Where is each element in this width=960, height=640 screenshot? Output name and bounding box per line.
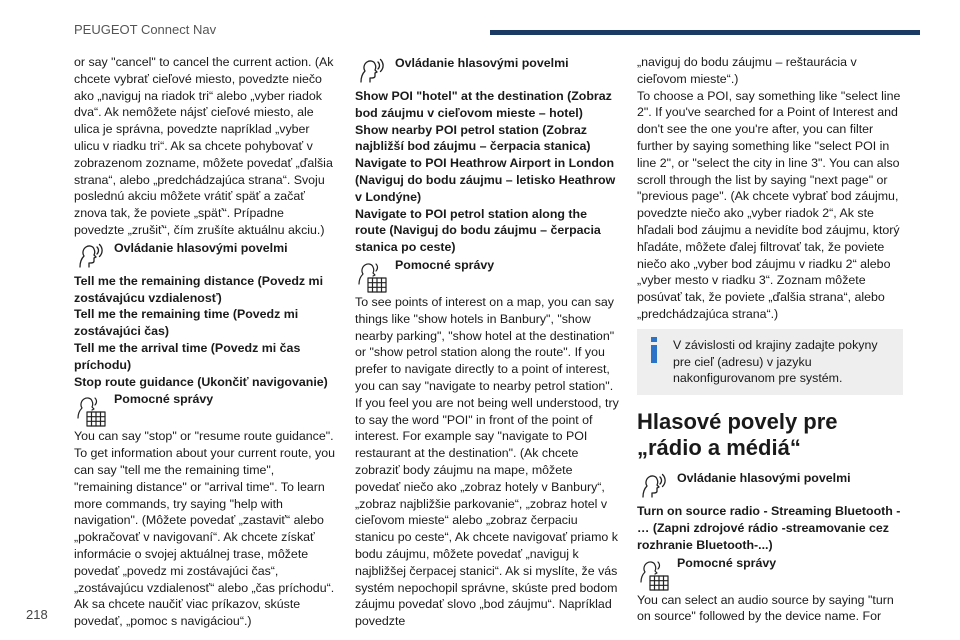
col2-help-text: To see points of interest on a map, you can say things like "show hotels in Banbury", "show nearby parking", "show hotel at the destination" or "show petrol station along the route". If you prefer to navigate directly to a point of interest, you can say "navigate to nearby petrol station". If you feel you are not being well understood, try to say the word "POI" in front of the point of interest. For example say "navigate to POI restaurant at the destination". (Ak chcete zobraziť body záujmu na mape, môžete povedať niečo ako „zobraz hotely v Banbury“, „zobraz najbližšie parkovanie“, „zobraz hotel v cieľovom mieste“ alebo „zobraz čerpaciu stanicu po ceste“, Ak chcete navigovať priamo k bodu záujmu, môžete povedať „naviguj k najbližšej čerpacej stanici“. Ak si myslíte, že vás systém nepochopil správne, skúste pred bodom záujmu povedať slovo „bod záujmu“. Napríklad povedzte	[355, 294, 619, 629]
col2-voice-section	[355, 54, 620, 88]
speaking-head-icon	[355, 56, 395, 90]
col1-intro-text: or say "cancel" to cancel the current action. (Ak chcete vybrať cieľové miesto, povedzte niečo ako „naviguj na riadok tri“ alebo „vyber riadok dva“. Ak nemôžete nájsť cieľové miesto, ale ulica je správna, povedzte napríklad „vyber ulicu v riadku tri“. Ak sa chcete pohybovať v zobrazenom zozname, môžete povedať „ďalšia strana“, alebo „predchádzajúca strana“. Svoju poslednú akciu môžete vrátiť späť a začať znova tak, že poviete „späť“. Prípadne povedzte „zrušiť“, čím zrušíte aktuálnu akciu.)	[74, 55, 334, 237]
info-text: V závislosti od krajiny zadajte pokyny pre cieľ (adresu) v jazyku nakonfigurovanom pre systém.	[673, 337, 878, 386]
col2-commands: Show POI "hotel" at the destination (Zobraz bod záujmu v cieľovom mieste – hotel) Show nearby POI petrol station (Zobraz najbližší bod záujmu – čerpacia stanica) Navigate to POI Heathrow Airport in London (Naviguj do bodu záujmu – letisko Heathrow v Londýne) Navigate to POI petrol station along the route (Naviguj do bodu záujmu – čerpacia stanica po ceste)	[355, 89, 616, 255]
col2-help-section	[355, 256, 620, 294]
col3-continued-text: „naviguj do bodu záujmu – reštaurácia v cieľovom mieste“.) To choose a POI, say something like "select line 2". If you've searched for a Point of Interest and don't see the one you're after, you can filter further by saying something like "select POI in line 2", or "select the city in line 3". You can also scroll through the list by saying "next page" or "previous page". (Ak chcete vybrať bod záujmu, povedzte niečo ako „vyber riadok 2“, Ak ste hľadali bod záujmu a nevidíte bod záujmu, ktorý hľadáte, môžete ďalej filtrovať tak, že poviete niečo ako „vyber bod záujmu v riadku 2“ alebo „vyber mesto v riadku 3“. Zoznam môžete posúvať tak, že poviete „ďalšia strana“, alebo „predchádzajúca strana“.)	[637, 55, 901, 321]
col3-help-text: You can select an audio source by saying "turn on source" followed by the device name. For	[637, 592, 894, 624]
col1-help-section	[74, 390, 336, 428]
column-2	[355, 54, 620, 630]
header-bar	[490, 30, 920, 35]
column-3	[637, 54, 903, 625]
col1-help-text: You can say "stop" or "resume route guidance". To get information about your current route, you can say "tell me the remaining time", "remaining distance" or "arrival time". To learn more commands, try saying "help with navigation". (Môžete povedať „zastaviť“ alebo „pokračovať v navigovaní“. Ak chcete získať informácie o svojej aktuálnej trase, môžete povedať „povedz mi zostávajúci čas“, „zostávajúcu vzdialenosť“ alebo „čas príchodu“. Ak sa chcete naučiť viac príkazov, skúste povedať, „pomoc s navigáciou“.)	[74, 429, 336, 629]
speaking-head-icon	[74, 241, 114, 275]
col3-help-label: Pomocné správy	[677, 555, 777, 570]
col1-commands: Tell me the remaining distance (Povedz mi zostávajúcu vzdialenosť) Tell me the remaining time (Povedz mi zostávajúci čas) Tell me the arrival time (Povedz mi čas príchodu) Stop route guidance (Ukončiť navigovanie)	[74, 273, 328, 389]
info-box	[637, 329, 903, 395]
col1-voice-section	[74, 239, 336, 273]
col3-voice-label: Ovládanie hlasovými povelmi	[677, 471, 851, 486]
col2-voice-label: Ovládanie hlasovými povelmi	[395, 56, 569, 70]
person-help-grid-icon	[355, 260, 395, 294]
info-icon	[647, 337, 661, 365]
section-heading: Hlasové povely pre „rádio a médiá“	[637, 409, 838, 461]
col1-voice-label: Ovládanie hlasovými povelmi	[114, 240, 288, 255]
col3-help-section	[637, 554, 903, 592]
col2-help-label: Pomocné správy	[395, 257, 495, 272]
person-help-grid-icon	[74, 394, 114, 428]
page-header-title: PEUGEOT Connect Nav	[74, 22, 217, 37]
page-number: 218	[26, 607, 48, 622]
col1-help-label: Pomocné správy	[114, 392, 214, 407]
column-1	[74, 54, 336, 630]
speaking-head-icon	[637, 471, 677, 505]
person-help-grid-icon	[637, 558, 677, 592]
col3-voice-section	[637, 469, 903, 503]
col3-commands: Turn on source radio - Streaming Bluetooth - … (Zapni zdrojové rádio -streamovanie cez rozhranie Bluetooth-...)	[637, 504, 901, 552]
